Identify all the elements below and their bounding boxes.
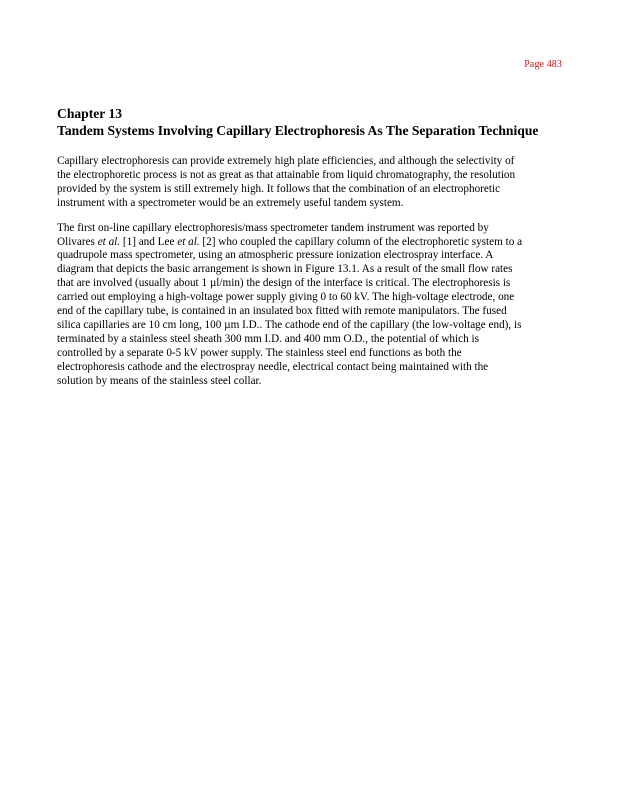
text-line: Capillary electrophoresis can provide extremely high plate efficiencies, and although the selectivity of — [57, 155, 515, 167]
chapter-title: Tandem Systems Involving Capillary Electrophoresis As The Separation Technique — [57, 122, 539, 138]
text-segment: [1] and Lee — [120, 235, 178, 248]
paragraph-history — [57, 222, 565, 389]
et-al-italic: et al. — [97, 235, 121, 248]
text-line: diagram that depicts the basic arrangement is shown in Figure 13.1. As a result of the small flow rates — [57, 263, 513, 276]
text-line: The first on-line capillary electrophoresis/mass spectrometer tandem instrument was reported by — [57, 221, 489, 234]
paragraph-intro — [57, 155, 565, 211]
text-line: solution by means of the stainless steel collar. — [57, 374, 262, 387]
text-line: electrophoresis cathode and the electrospray needle, electrical contact being maintained with the — [57, 360, 489, 373]
text-line: instrument with a spectrometer would be an extremely useful tandem system. — [57, 196, 404, 209]
et-al-italic: et al. — [177, 235, 200, 248]
text-line: terminated by a stainless steel sheath 300 mm I.D. and 400 mm O.D., the potential of which is — [57, 332, 479, 345]
text-line-citations — [57, 236, 565, 250]
text-line: provided by the system is still extremely high. It follows that the combination of an electrophoretic — [57, 182, 501, 195]
page-number: Page 483 — [524, 59, 562, 70]
text-segment: Olivares — [57, 235, 98, 248]
text-line: controlled by a separate 0-5 kV power supply. The stainless steel end functions as both the — [57, 346, 462, 359]
text-line: silica capillaries are 10 cm long, 100 µm I.D.. The cathode end of the capillary (the low-voltage end), is — [57, 318, 522, 331]
document-body — [57, 106, 565, 400]
text-line: quadrupole mass spectrometer, using an atmospheric pressure ionization electrospray interface. A — [57, 249, 494, 262]
text-line: end of the capillary tube, is contained in an insulated box fitted with remote manipulators. The fused — [57, 305, 507, 318]
text-line: carried out employing a high-voltage power supply giving 0 to 60 kV. The high-voltage electrode, one — [57, 291, 515, 304]
chapter-number: Chapter 13 — [57, 106, 123, 121]
text-line: the electrophoretic process is not as great as that attainable from liquid chromatography, the resolution — [57, 168, 516, 181]
text-line: that are involved (usually about 1 µl/min) the design of the interface is critical. The electrophoresis is — [57, 277, 511, 290]
chapter-heading — [57, 106, 565, 139]
text-segment: [2] who coupled the capillary column of the electrophoretic system to a — [199, 235, 523, 248]
